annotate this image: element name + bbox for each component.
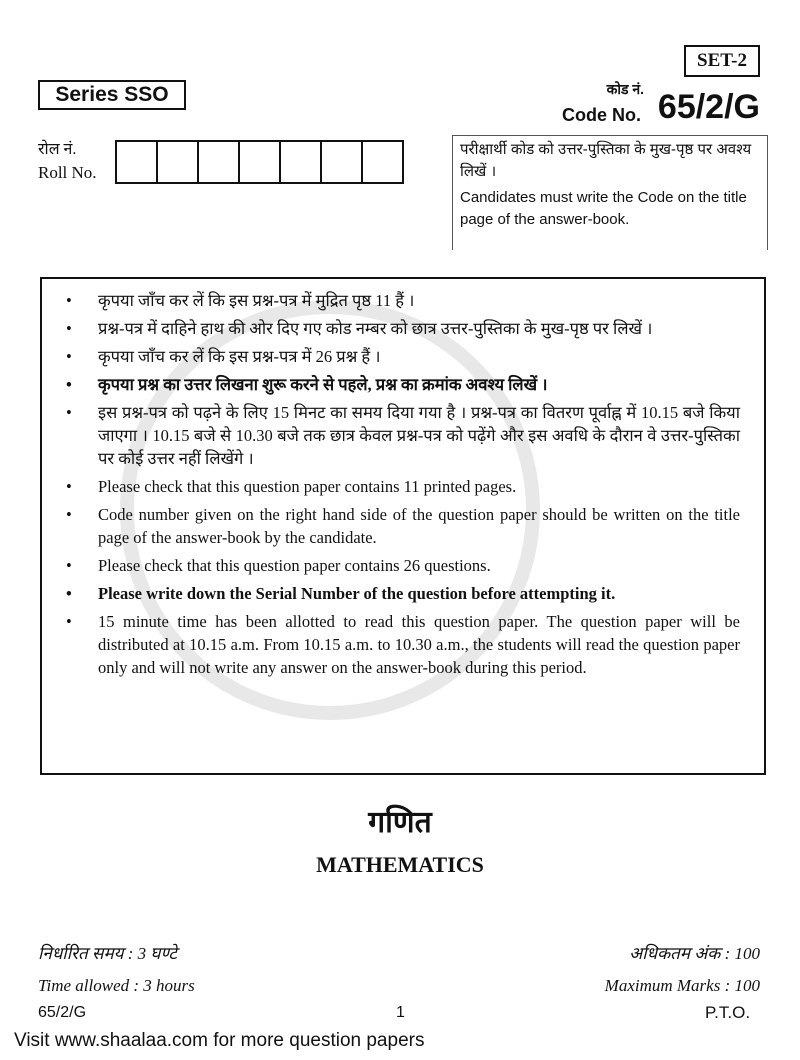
subject-title-hindi: गणित [368, 806, 432, 839]
instructions-box [40, 277, 766, 775]
instruction-item: • Please write down the Serial Number of the question before attempting it. [98, 582, 740, 605]
roll-cell[interactable] [199, 142, 240, 182]
roll-number-boxes[interactable] [115, 140, 404, 184]
code-value: 65/2/G [657, 88, 760, 126]
visit-link[interactable]: Visit www.shaalaa.com for more question papers [14, 1030, 425, 1051]
time-allowed-hindi: निर्धारित समय : 3 घण्टे [38, 944, 177, 963]
set-badge: SET-2 [684, 45, 760, 77]
roll-cell[interactable] [240, 142, 281, 182]
page-number: 1 [396, 1004, 405, 1021]
roll-cell[interactable] [322, 142, 363, 182]
roll-label: Roll No. [38, 163, 97, 182]
instruction-item: • कृपया प्रश्न का उत्तर लिखना शुरू करने से पहले, प्रश्न का क्रमांक अवश्य लिखें । [98, 373, 740, 396]
code-label: Code No. [562, 105, 641, 125]
roll-cell[interactable] [281, 142, 322, 182]
notice-hindi: परीक्षार्थी कोड को उत्तर-पुस्तिका के मुख-पृष्ठ पर अवश्य लिखें । [460, 141, 752, 180]
footer-code: 65/2/G [38, 1004, 87, 1021]
code-label-hindi: कोड नं. [606, 81, 644, 97]
roll-cell[interactable] [363, 142, 402, 182]
instruction-item: • Please check that this question paper contains 26 questions. [98, 554, 740, 577]
time-allowed: Time allowed : 3 hours [38, 976, 195, 995]
instruction-item: • Please check that this question paper contains 11 printed pages. [98, 475, 740, 498]
pto-label: P.T.O. [705, 1003, 751, 1022]
instruction-item: • इस प्रश्न-पत्र को पढ़ने के लिए 15 मिनट का समय दिया गया है । प्रश्न-पत्र का वितरण पूर्वाह्न में 10.15 बजे किया जाएगा । 10.15 बजे से 10.30 बजे तक छात्र केवल प्रश्न-पत्र को पढ़ेंगे और इस अवधि के दौरान वे उत्तर-पुस्तिका पर कोई उत्तर नहीं लिखेंगे । [98, 401, 740, 470]
series-badge: Series SSO [38, 80, 186, 110]
subject-title: MATHEMATICS [316, 852, 484, 877]
instruction-item: • कृपया जाँच कर लें कि इस प्रश्न-पत्र में मुद्रित पृष्ठ 11 हैं । [98, 289, 740, 312]
max-marks: Maximum Marks : 100 [604, 976, 760, 995]
instruction-item: • 15 minute time has been allotted to read this question paper. The question paper will be distributed at 10.15 a.m. From 10.15 a.m. to 10.30 a.m., the students will read the question paper only and will not write any answer on the answer-book during this period. [98, 610, 740, 679]
roll-cell[interactable] [158, 142, 199, 182]
instruction-item: • प्रश्न-पत्र में दाहिने हाथ की ओर दिए गए कोड नम्बर को छात्र उत्तर-पुस्तिका के मुख-पृष्ठ पर लिखें । [98, 317, 740, 340]
max-marks-hindi: अधिकतम अंक : 100 [629, 944, 760, 963]
roll-label-hindi: रोल नं. [38, 141, 77, 158]
notice-english: Candidates must write the Code on the title page of the answer-book. [460, 189, 747, 228]
instruction-item: • Code number given on the right hand side of the question paper should be written on the title page of the answer-book by the candidate. [98, 503, 740, 549]
roll-cell[interactable] [117, 142, 158, 182]
instruction-item: • कृपया जाँच कर लें कि इस प्रश्न-पत्र में 26 प्रश्न हैं । [98, 345, 740, 368]
code-notice-box [452, 135, 768, 250]
